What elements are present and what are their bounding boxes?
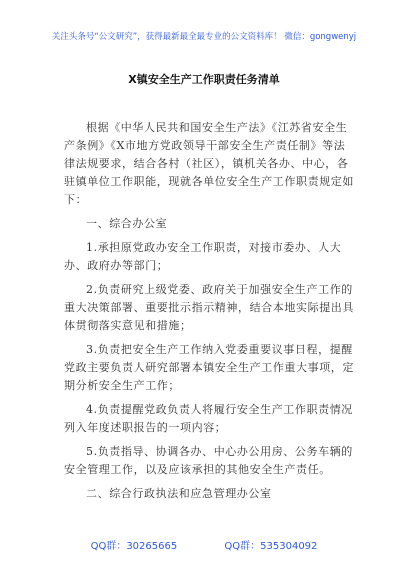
list-item: 3.负责把安全生产工作纳入党委重要议事日程，提醒党政主要负责人研究部署本镇安全生产工作重大事项，定期分析安全生产工作； [64,343,354,392]
intro-paragraph: 根据《中华人民共和国安全生产法》《江苏省安全生产条例》《X市地方党政领导干部安全生产责任制》等法律法规要求，结合各村（社区），镇机关各办、中心，各驻镇单位工作职能，现就各单位安全生产工作职责规定如下： [64,121,354,206]
qq-group-1: QQ群：30265665 [90,541,178,552]
footer-contacts [0,537,408,552]
list-item: 1.承担原党政办安全工作职责，对接市委办、人大办、政府办等部门； [64,241,342,272]
list-item: 4.负责提醒党政负责人将履行安全生产工作职责情况列入年度述职报告的一项内容； [64,403,353,434]
list-item: 2.负责研究上级党委、政府关于加强安全生产工作的重大决策部署、重要批示指示精神，结合本地实际提出具体贯彻落实意见和措施； [64,283,354,332]
section-heading-2: 二、综合行政执法和应急管理办公室 [86,487,272,500]
qq-group-2: QQ群：535304092 [224,541,318,552]
list-item: 5.负责指导、协调各办、中心办公用房、公务车辆的安全管理工作，以及应该承担的其他安全生产责任。 [64,445,353,476]
document-body [64,119,356,509]
document-title: X镇安全生产工作职责任务清单 [128,73,280,86]
header-banner: 关注头条号“公文研究”，获得最新最全最专业的公文资料库！ 微信：gongwenyj [51,32,357,42]
section-heading-1: 一、综合办公室 [86,217,168,230]
